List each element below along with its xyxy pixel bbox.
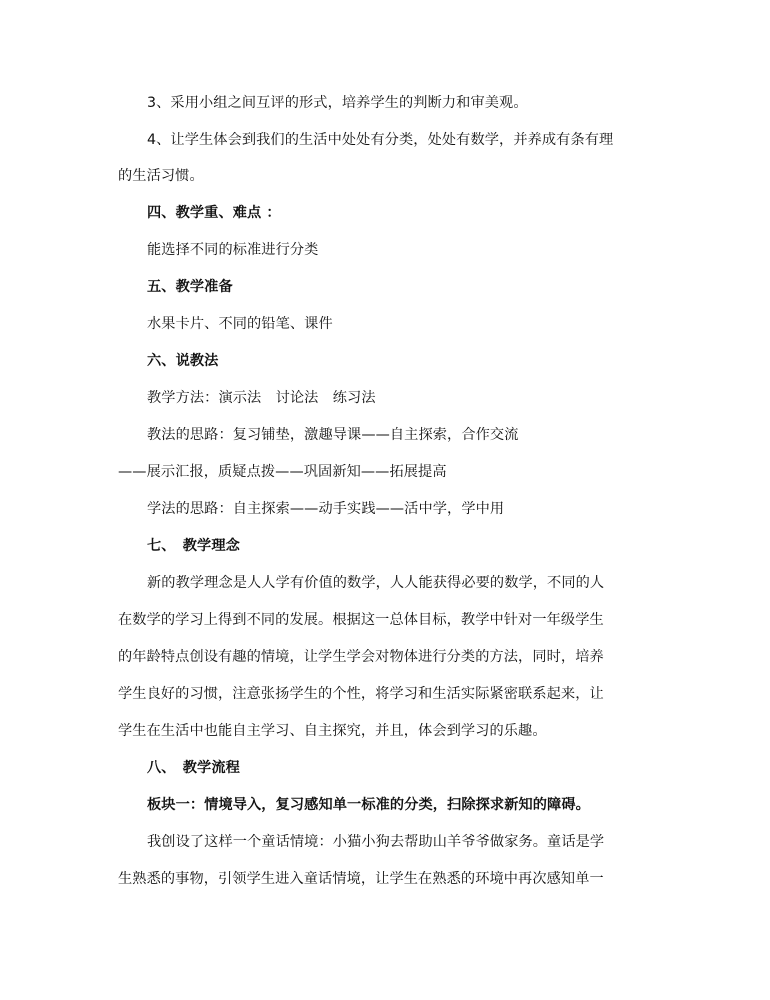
section-heading-teaching-method: 六、说教法: [147, 353, 219, 369]
block-one-heading: 板块一：情境导入，复习感知单一标准的分类，扫除探求新知的障碍。: [147, 797, 590, 813]
teaching-approach-continued: ——展示汇报，质疑点拨——巩固新知——拓展提高: [118, 464, 447, 480]
philosophy-line-3: 的年龄特点创设有趣的情境，让学生学会对物体进行分类的方法，同时，培养: [118, 649, 604, 665]
section-heading-preparation: 五、教学准备: [147, 279, 233, 295]
philosophy-line-2: 在数学的学习上得到不同的发展。根据这一总体目标，教学中针对一年级学生: [118, 612, 604, 628]
block-one-line-2: 生熟悉的事物，引领学生进入童话情境，让学生在熟悉的环境中再次感知单一: [118, 871, 604, 887]
philosophy-line-4: 学生良好的习惯，注意张扬学生的个性，将学习和生活实际紧密联系起来，让: [118, 686, 604, 702]
philosophy-line-5: 学生在生活中也能自主学习、自主探究，并且，体会到学习的乐趣。: [118, 723, 547, 739]
learning-approach: 学法的思路：自主探索——动手实践——活中学，学中用: [147, 501, 505, 517]
block-one-line-1: 我创设了这样一个童话情境：小猫小狗去帮助山羊爷爷做家务。童话是学: [147, 834, 605, 850]
objective-4-continued: 的生活习惯。: [118, 168, 204, 184]
teaching-methods: 教学方法：演示法 讨论法 练习法: [147, 390, 376, 406]
section-heading-process: 八、 教学流程: [147, 760, 240, 776]
objective-4: 4、让学生体会到我们的生活中处处有分类，处处有数学，并养成有条有理: [147, 132, 614, 148]
objective-3: 3、采用小组之间互评的形式，培养学生的判断力和审美观。: [147, 95, 528, 111]
preparation-text: 水果卡片、不同的铅笔、课件: [147, 316, 333, 332]
section-heading-key-points: 四、教学重、难点 ：: [147, 205, 281, 221]
key-points-text: 能选择不同的标准进行分类: [147, 242, 319, 258]
section-heading-philosophy: 七、 教学理念: [147, 538, 240, 554]
philosophy-line-1: 新的教学理念是人人学有价值的数学，人人能获得必要的数学，不同的人: [147, 575, 605, 591]
teaching-approach: 教法的思路：复习铺垫，激趣导课——自主探索，合作交流: [147, 427, 519, 443]
